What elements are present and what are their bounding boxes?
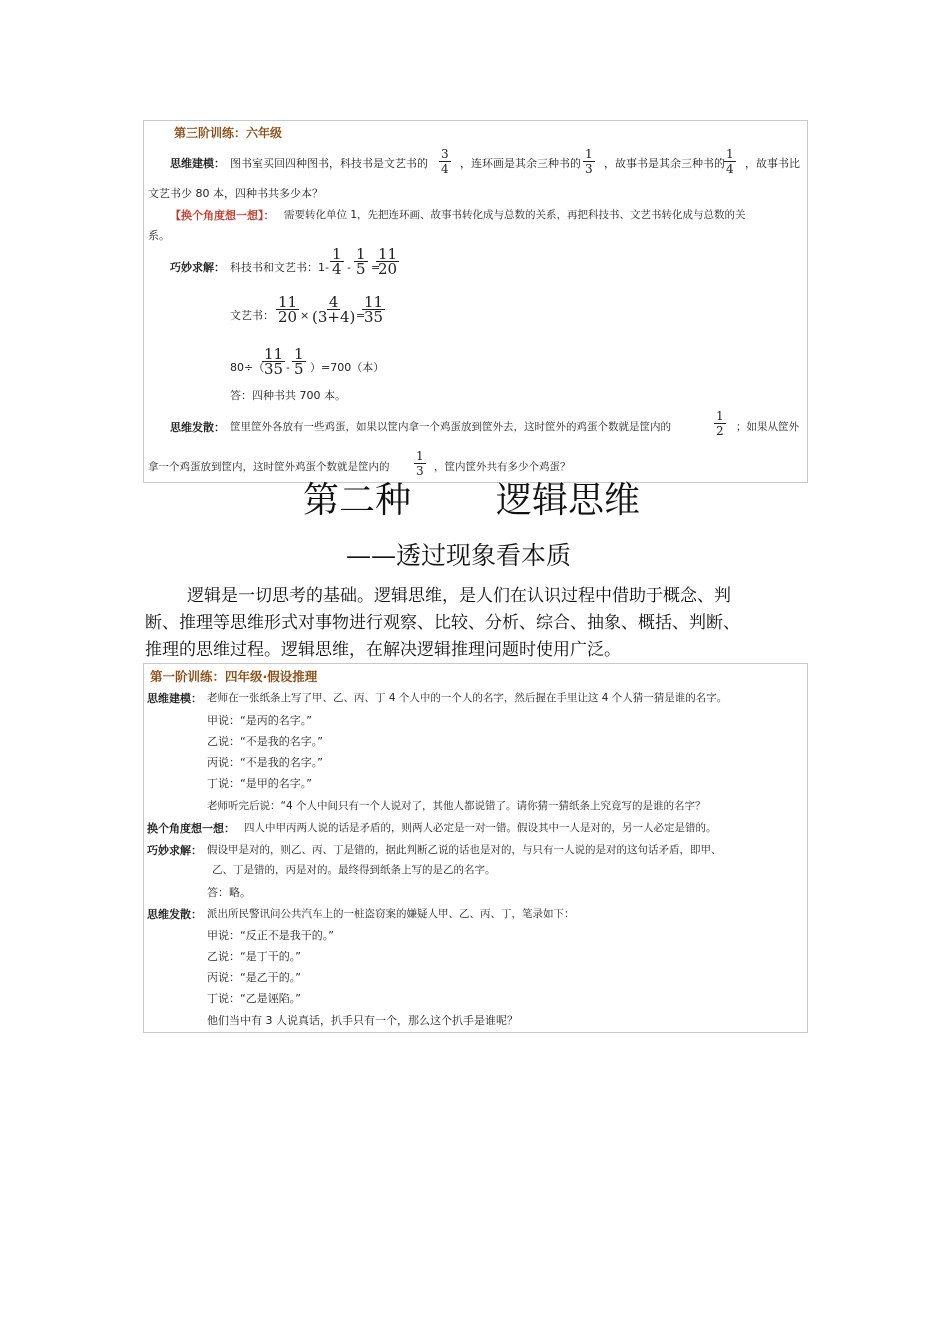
ext-text-3: 拿一个鸡蛋放到筐内，这时筐外鸡蛋个数就是筐内的 [148,461,390,473]
model-text-line2: 文艺书少 80 本，四种书共多少本？ [148,187,323,200]
statement-ding: 丁说：“是甲的名字。” [207,777,312,790]
paragraph-line: 逻辑是一切思考的基础。逻辑思维，是人们在认识过程中借助于概念、判 [187,586,731,606]
section-title-b: 逻辑思维 [496,480,641,521]
model-label: 思维建模： [147,692,202,705]
intro-paragraph [145,583,815,664]
angle-text-2: 系。 [148,229,170,242]
paragraph-line: 断、推理等思维形式对事物进行观察、比较、分析、综合、抽象、概括、判断、 [145,613,740,633]
model-text-2: ，连环画是其余三种书的 [460,157,581,170]
angle-label: 换个角度想一想： [147,822,235,835]
fraction: $\frac{1}{2}$ [716,409,724,438]
solve-label: 巧妙求解： [147,844,202,857]
fraction: $\frac{1}{3}$ [585,147,593,176]
fraction: $\frac{3}{4}$ [441,147,449,176]
angle-text-1: 四人中甲丙两人说的话是矛盾的，则两人必定是一对一错。假设其中一人是对的，另一人必定是错的。 [244,822,717,834]
training-box-grade6 [143,120,808,483]
solve-text-2: 乙、丁是错的，丙是对的。最终得到纸条上写的是乙的名字。 [212,864,496,876]
teacher-text: 老师听完后说：“4 个人中间只有一个人说对了，其他人都说错了。请你猜一猜纸条上究竟写的是谁的名字？ [207,800,706,812]
ext-statement-bing: 丙说：“是乙干的。” [207,971,301,984]
equals-sign: = [356,309,366,322]
fraction: $\frac{1}{4}$ [332,245,342,278]
fraction: $\frac{1}{3}$ [416,449,424,478]
solve-text-3: 答：略。 [207,886,251,899]
fraction: $\frac{1}{5}$ [356,245,366,278]
times-sign: × [300,309,310,322]
angle-label: 【换个角度想一想】： [170,209,275,222]
model-text-1: 图书室买回四种图书，科技书是文艺书的 [230,157,428,170]
section-title-a: 第二种 [303,480,412,521]
equals-sign: = [371,261,381,274]
ext-statement-yi: 乙说：“是丁干的。” [207,950,301,963]
box-title: 第一阶训练：四年级·假设推理 [150,669,318,684]
answer: 答：四种书共 700 本。 [230,389,346,402]
model-text-3: ，故事书是其余三种书的 [604,157,725,170]
ext-text-1: 派出所民警讯问公共汽车上的一桩盗窃案的嫌疑人甲、乙、丙、丁，笔录如下： [207,908,575,920]
angle-text-1: 需要转化单位 1，先把连环画、故事书转化成与总数的关系，再把科技书、文艺书转化成与总数的关 [284,209,746,221]
fraction: $\frac{4}{(3+4)}$ [312,293,356,326]
minus-sign: - [347,261,351,274]
solve-text-3b: ）=700（本） [310,361,385,374]
fraction: $\frac{11}{20}$ [378,245,398,278]
paragraph-line: 推理的思维过程。逻辑思维，在解决逻辑推理问题时使用广泛。 [145,640,621,660]
ext-text-2: ；如果从筐外 [736,421,799,433]
model-text-4: ，故事书比 [745,157,800,170]
fraction: $\frac{11}{20}$ [278,293,298,326]
ext-statement-jia: 甲说：“反正不是我干的。” [207,929,334,942]
statement-jia: 甲说：“是丙的名字。” [207,714,312,727]
minus-sign: - [286,361,290,374]
ext-question: 他们当中有 3 人说真话，扒手只有一个，那么这个扒手是谁呢？ [207,1014,518,1027]
ext-statement-ding: 丁说：“乙是诬陷。” [207,992,301,1005]
solve-label: 巧妙求解： [170,261,225,274]
ext-text-1: 筐里筐外各放有一些鸡蛋，如果以筐内拿一个鸡蛋放到筐外去，这时筐外的鸡蛋个数就是筐内的 [230,421,671,433]
section-subtitle: ——透过现象看本质 [346,541,572,570]
ext-label: 思维发散： [170,421,225,434]
solve-text-3a: 80÷（ [230,361,265,374]
model-text-1: 老师在一张纸条上写了甲、乙、丙、丁 4 个人中的一个人的名字，然后握在手里让这 4 个人猜一猜是谁的名字。 [207,692,728,704]
solve-text-1: 假设甲是对的，则乙、丙、丁是错的，据此判断乙说的话也是对的，与只有一人说的是对的这句话矛盾，即甲、 [207,844,722,856]
fraction: $\frac{1}{4}$ [726,147,734,176]
box-title: 第三阶训练：六年级 [174,126,283,140]
fraction: $\frac{11}{35}$ [264,345,284,378]
training-box-grade4 [143,663,808,1033]
fraction: $\frac{11}{35}$ [364,293,384,326]
statement-yi: 乙说：“不是我的名字。” [207,735,323,748]
ext-label: 思维发散： [147,908,202,921]
fraction: $\frac{1}{5}$ [294,345,304,378]
statement-bing: 丙说：“不是我的名字。” [207,756,323,769]
solve-text-1: 科技书和文艺书：1- [230,261,329,274]
ext-text-4: ，筐内筐外共有多少个鸡蛋？ [434,461,571,473]
solve-text-2: 文艺书： [230,309,274,322]
model-label: 思维建模： [170,157,225,170]
